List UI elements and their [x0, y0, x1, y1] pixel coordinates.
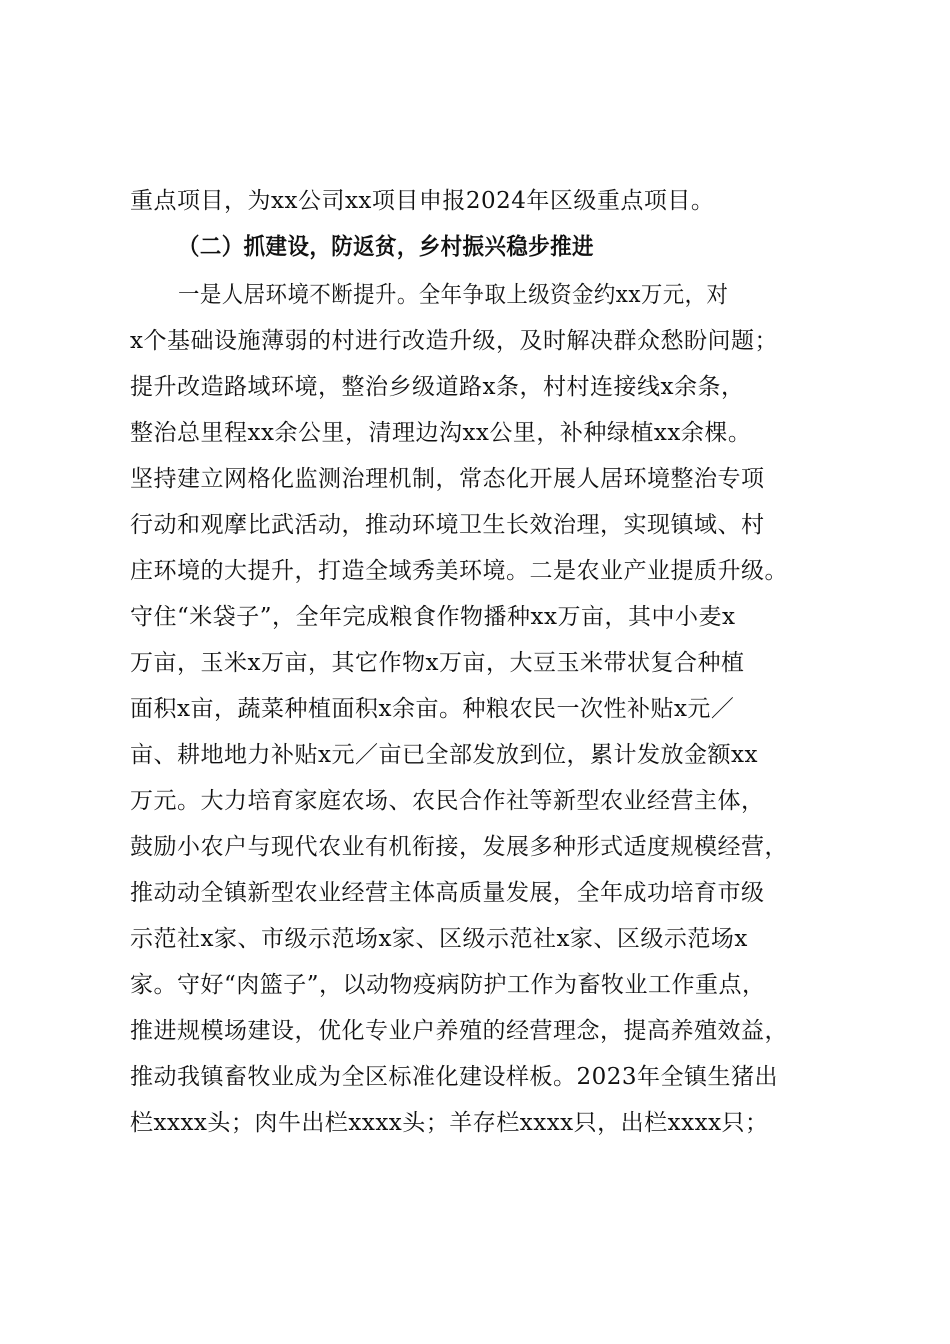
paragraph-line: 提升改造路域环境，整治乡级道路x条，村村连接线x余条，: [130, 374, 745, 400]
paragraph-line: 推动动全镇新型农业经营主体高质量发展，全年成功培育市级: [130, 880, 765, 906]
paragraph-line: 推进规模场建设，优化专业户养殖的经营理念，提高养殖效益，: [130, 1018, 788, 1044]
paragraph-line: 整治总里程xx余公里，清理边沟xx公里，补种绿植xx余棵。: [130, 420, 752, 446]
paragraph-line: 一是人居环境不断提升。全年争取上级资金约xx万元，对: [178, 282, 729, 308]
section-heading: （二）抓建设，防返贫，乡村振兴稳步推进: [178, 234, 594, 260]
paragraph-line: 栏xxxx头；肉牛出栏xxxx头；羊存栏xxxx只，出栏xxxx只；: [130, 1110, 769, 1136]
paragraph-line: 庄环境的大提升，打造全域秀美环境。二是农业产业提质升级。: [130, 558, 788, 584]
paragraph-line: 示范社x家、市级示范场x家、区级示范社x家、区级示范场x: [130, 926, 748, 952]
paragraph-line: 亩、耕地地力补贴x元／亩已全部发放到位，累计发放金额xx: [130, 742, 758, 768]
paragraph-line: 重点项目，为xx公司xx项目申报2024年区级重点项目。: [130, 188, 715, 214]
paragraph-line: x个基础设施薄弱的村进行改造升级，及时解决群众愁盼问题；: [130, 328, 778, 354]
paragraph-line: 面积x亩，蔬菜种植面积x余亩。种粮农民一次性补贴x元／: [130, 696, 735, 722]
paragraph-line: 行动和观摩比武活动，推动环境卫生长效治理，实现镇域、村: [130, 512, 765, 538]
paragraph-line: 推动我镇畜牧业成为全区标准化建设样板。2023年全镇生猪出: [130, 1064, 779, 1090]
paragraph-line: 鼓励小农户与现代农业有机衔接，发展多种形式适度规模经营，: [130, 834, 788, 860]
paragraph-line: 坚持建立网格化监测治理机制，常态化开展人居环境整治专项: [130, 466, 765, 492]
paragraph-line: 守住“米袋子”，全年完成粮食作物播种xx万亩，其中小麦x: [130, 604, 736, 630]
paragraph-line: 万元。大力培育家庭农场、农民合作社等新型农业经营主体，: [130, 788, 765, 814]
paragraph-line: 家。守好“肉篮子”，以动物疫病防护工作为畜牧业工作重点，: [130, 972, 766, 998]
paragraph-line: 万亩，玉米x万亩，其它作物x万亩，大豆玉米带状复合种植: [130, 650, 745, 676]
